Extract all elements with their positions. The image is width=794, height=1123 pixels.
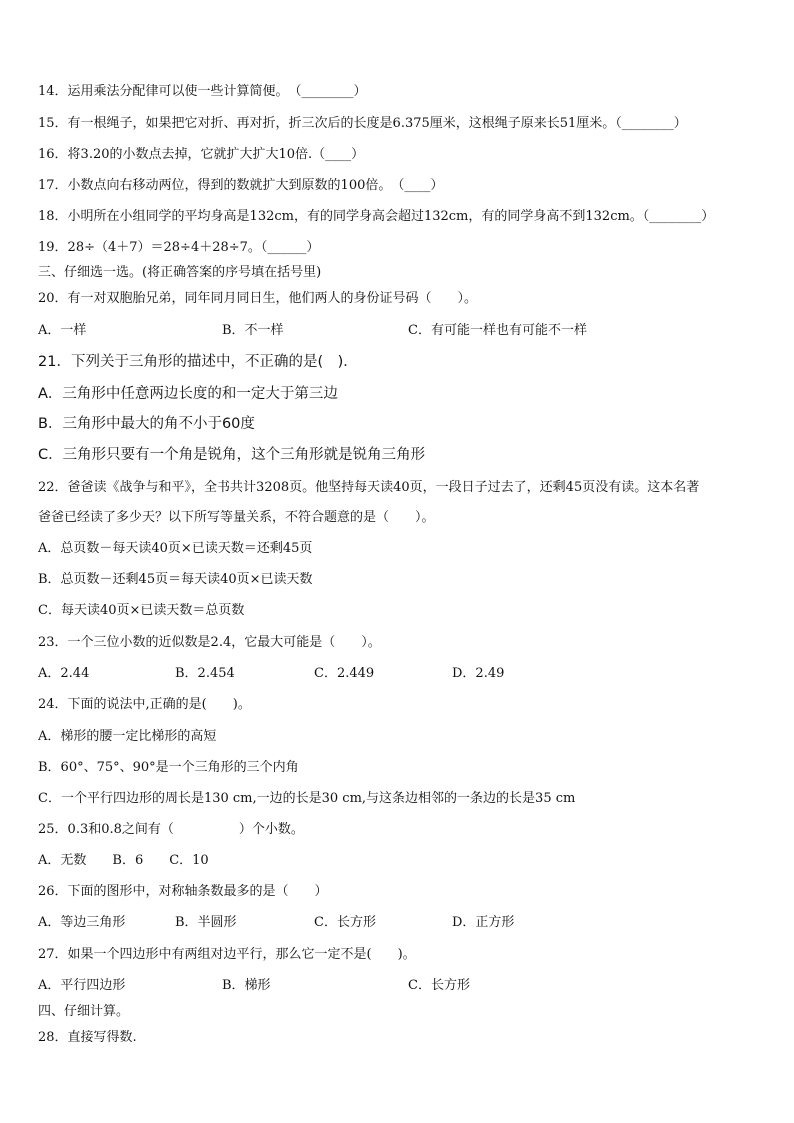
question-27-option-c: C．长方形 xyxy=(408,978,470,993)
question-23-option-b: B．2.454 xyxy=(175,666,235,681)
question-17: 17．小数点向右移动两位，得到的数就扩大到原数的100倍。 （____） xyxy=(38,178,444,193)
question-27: 27．如果一个四边形中有两组对边平行，那么它一定不是( )。 xyxy=(38,947,416,962)
question-21-option-b: B．三角形中最大的角不小于60度 xyxy=(38,416,255,432)
question-26-option-d: D．正方形 xyxy=(452,915,515,930)
question-20-option-b: B．不一样 xyxy=(222,323,284,338)
question-14: 14．运用乘法分配律可以使一些计算简便。 （________） xyxy=(38,84,367,99)
question-19: 19．28÷（4＋7）＝28÷4＋28÷7。（______） xyxy=(38,240,320,255)
question-24-option-b: B．60°、75°、90°是一个三角形的三个内角 xyxy=(38,760,299,775)
question-22-option-c: C．每天读40页×已读天数＝总页数 xyxy=(38,603,245,618)
question-21-option-c: C．三角形只要有一个角是锐角，这个三角形就是锐角三角形 xyxy=(38,447,426,463)
question-23-option-d: D．2.49 xyxy=(452,666,505,681)
question-28: 28．直接写得数. xyxy=(38,1030,137,1045)
question-24-option-a: A．梯形的腰一定比梯形的高短 xyxy=(38,729,217,744)
question-27-option-a: A．平行四边形 xyxy=(38,978,126,993)
question-22-option-a: A．总页数－每天读40页×已读天数＝还剩45页 xyxy=(38,541,313,556)
question-26-option-c: C．长方形 xyxy=(314,915,376,930)
question-26-option-b: B．半圆形 xyxy=(175,915,237,930)
question-15: 15．有一根绳子，如果把它对折、再对折，折三次后的长度是6.375厘米，这根绳子原来长51厘米。（________） xyxy=(38,116,687,131)
question-20: 20．有一对双胞胎兄弟，同年同月同日生，他们两人的身份证号码（ ）。 xyxy=(38,291,478,306)
question-24: 24．下面的说法中,正确的是( )。 xyxy=(38,697,251,712)
question-23: 23．一个三位小数的近似数是2.4，它最大可能是（ ）。 xyxy=(38,635,381,650)
question-26: 26．下面的图形中，对称轴条数最多的是（ ） xyxy=(38,884,328,899)
section-4-heading: 四、仔细计算。 xyxy=(38,1004,130,1019)
question-23-option-c: C．2.449 xyxy=(314,666,375,681)
question-22-line-2: 爸爸已经读了多少天？以下所写等量关系，不符合题意的是（ ）。 xyxy=(38,510,435,525)
question-24-option-c: C．一个平行四边形的周长是130 cm,一边的长是30 cm,与这条边相邻的一条边的长是35 cm xyxy=(38,791,576,806)
section-3-heading: 三、仔细选一选。(将正确答案的序号填在括号里) xyxy=(38,265,322,280)
question-25-options: A．无数 B．6 C．10 xyxy=(38,853,209,868)
question-22-line-1: 22．爸爸读《战争与和平》，全书共计3208页。他坚持每天读40页，一段日子过去了，还剩45页没有读。这本名著 xyxy=(38,480,700,495)
question-21-option-a: A．三角形中任意两边长度的和一定大于第三边 xyxy=(38,386,338,402)
question-26-option-a: A．等边三角形 xyxy=(38,915,126,930)
question-25: 25．0.3和0.8之间有（ ）个小数。 xyxy=(38,822,304,837)
question-20-option-a: A．一样 xyxy=(38,323,87,338)
question-27-option-b: B．梯形 xyxy=(222,978,271,993)
question-16: 16．将3.20的小数点去掉，它就扩大扩大10倍.（____） xyxy=(38,147,365,162)
question-21: 21．下列关于三角形的描述中，不正确的是( )． xyxy=(38,354,358,370)
question-20-option-c: C．有可能一样也有可能不一样 xyxy=(408,323,587,338)
question-23-option-a: A．2.44 xyxy=(38,666,90,681)
question-18: 18．小明所在小组同学的平均身高是132cm，有的同学身高会超过132cm，有的同学身高不到132cm。（________） xyxy=(38,209,715,224)
question-22-option-b: B．总页数－还剩45页＝每天读40页×已读天数 xyxy=(38,572,313,587)
